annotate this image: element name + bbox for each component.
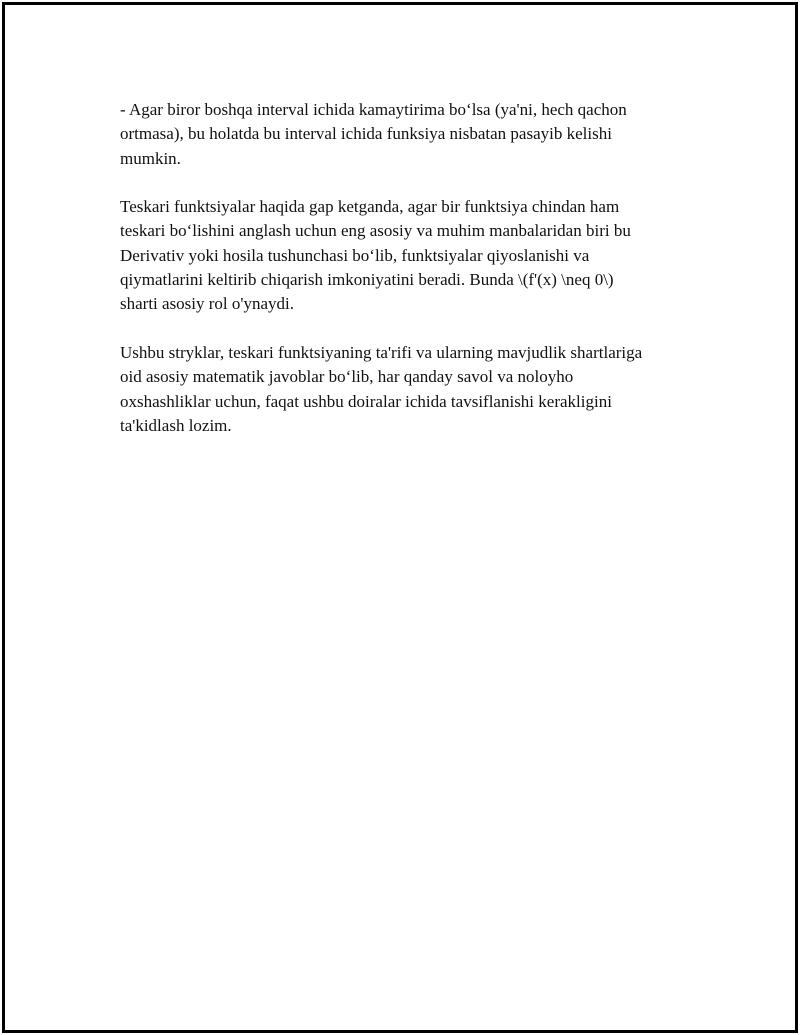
text-line: - Agar biror boshqa interval ichida kamaytirima bo‘lsa (ya'ni, hech qachon [120,100,627,119]
text-line: Derivativ yoki hosila tushunchasi bo‘lib, funktsiyalar qiyoslanishi va [120,245,590,265]
text-line: sharti asosiy rol o'ynaydi. [120,294,294,314]
text-line: mumkin. [120,148,181,168]
document-body [120,98,700,462]
text-line: ta'kidlash lozim. [120,415,232,435]
text-line: qiymatlarini keltirib chiqarish imkoniyatini beradi. Bunda \(f'(x) \neq 0\) [120,270,614,290]
text-line: Teskari funktsiyalar haqida gap ketganda, agar bir funktsiya chindan ham [120,197,620,217]
text-line: oxshashliklar uchun, faqat ushbu doiralar ichida tavsiflanishi kerakligini [120,391,612,411]
paragraph-1 [120,98,700,171]
text-line: teskari bo‘lishini anglash uchun eng asosiy va muhim manbalaridan biri bu [120,221,631,241]
paragraph-3 [120,341,700,438]
text-line: oid asosiy matematik javoblar bo‘lib, har qanday savol va noloyho [120,367,574,387]
page-frame [2,2,798,1033]
text-line: Ushbu stryklar, teskari funktsiyaning ta'rifi va ularning mavjudlik shartlariga [120,342,643,362]
text-line: ortmasa), bu holatda bu interval ichida funksiya nisbatan pasayib kelishi [120,124,612,144]
paragraph-2 [120,195,700,316]
